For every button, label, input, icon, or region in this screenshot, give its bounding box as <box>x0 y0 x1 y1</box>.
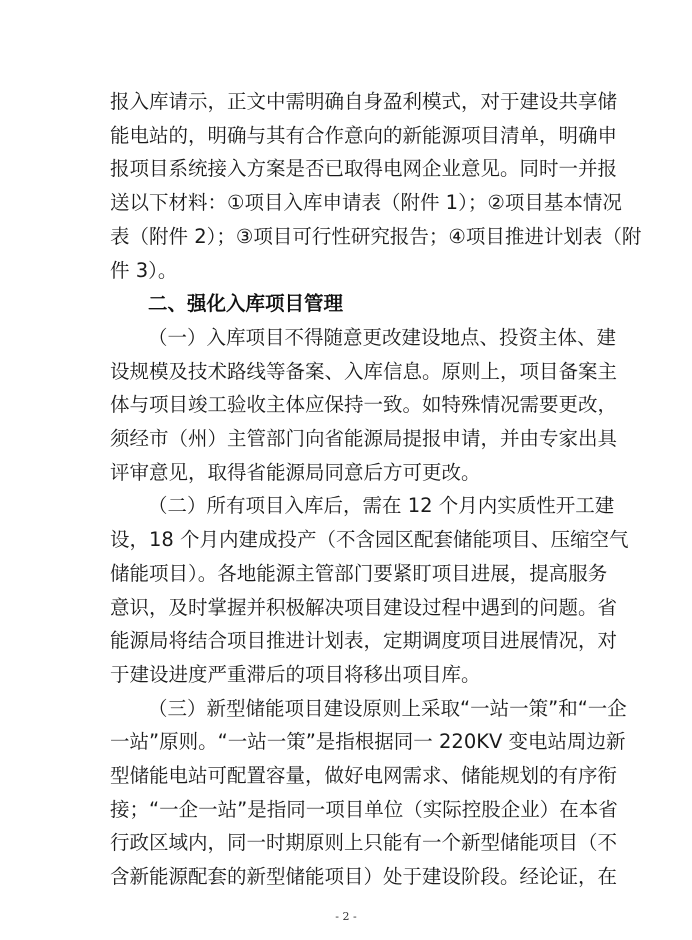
text-line: 报入库请示，正文中需明确自身盈利模式，对于建设共享储 <box>110 90 618 113</box>
text-line: 储能项目）。各地能源主管部门要紧盯项目进展，提高服务 <box>110 562 608 585</box>
text-line: 行政区域内，同一时期原则上只能有一个新型储能项目（不 <box>110 831 618 854</box>
text-line: 于建设进度严重滞后的项目将移出项目库。 <box>110 663 481 686</box>
page-number: - 2 - <box>335 910 357 923</box>
paragraph-first-line: （一）入库项目不得随意更改建设地点、投资主体、建 <box>148 326 617 349</box>
text-line: 接；“一企一站”是指同一项目单位（实际控股企业）在本省 <box>110 798 618 821</box>
text-line: 送以下材料：①项目入库申请表（附件 1）；②项目基本情况 <box>110 191 622 214</box>
text-line: 一站”原则。“一站一策”是指根据同一 220KV 变电站周边新 <box>110 730 626 753</box>
text-line: 能电站的，明确与其有合作意向的新能源项目清单，明确申 <box>110 124 618 147</box>
text-line: 件 3）。 <box>110 259 178 282</box>
text-line: 评审意见，取得省能源局同意后方可更改。 <box>110 461 481 484</box>
text-line: 报项目系统接入方案是否已取得电网企业意见。同时一并报 <box>110 157 618 180</box>
text-line: 须经市（州）主管部门向省能源局提报申请，并由专家出具 <box>110 427 618 450</box>
text-line: 含新能源配套的新型储能项目）处于建设阶段。经论证，在 <box>110 865 618 888</box>
paragraph-first-line: （二）所有项目入库后，需在 12 个月内实质性开工建 <box>148 494 615 517</box>
text-line: 型储能电站可配置容量，做好电网需求、储能规划的有序衔 <box>110 764 618 787</box>
text-line: 设规模及技术路线等备案、入库信息。原则上，项目备案主 <box>110 360 618 383</box>
text-line: 体与项目竣工验收主体应保持一致。如特殊情况需要更改， <box>110 393 618 416</box>
text-line: 设，18 个月内建成投产（不含园区配套储能项目、压缩空气 <box>110 528 629 551</box>
text-line: 意识，及时掌握并积极解决项目建设过程中遇到的问题。省 <box>110 596 618 619</box>
text-line: 表（附件 2）；③项目可行性研究报告；④项目推进计划表（附 <box>110 225 642 248</box>
section-heading: 二、强化入库项目管理 <box>148 292 344 315</box>
paragraph-first-line: （三）新型储能项目建设原则上采取“一站一策”和“一企 <box>148 697 627 720</box>
text-line: 能源局将结合项目推进计划表，定期调度项目进展情况，对 <box>110 629 618 652</box>
